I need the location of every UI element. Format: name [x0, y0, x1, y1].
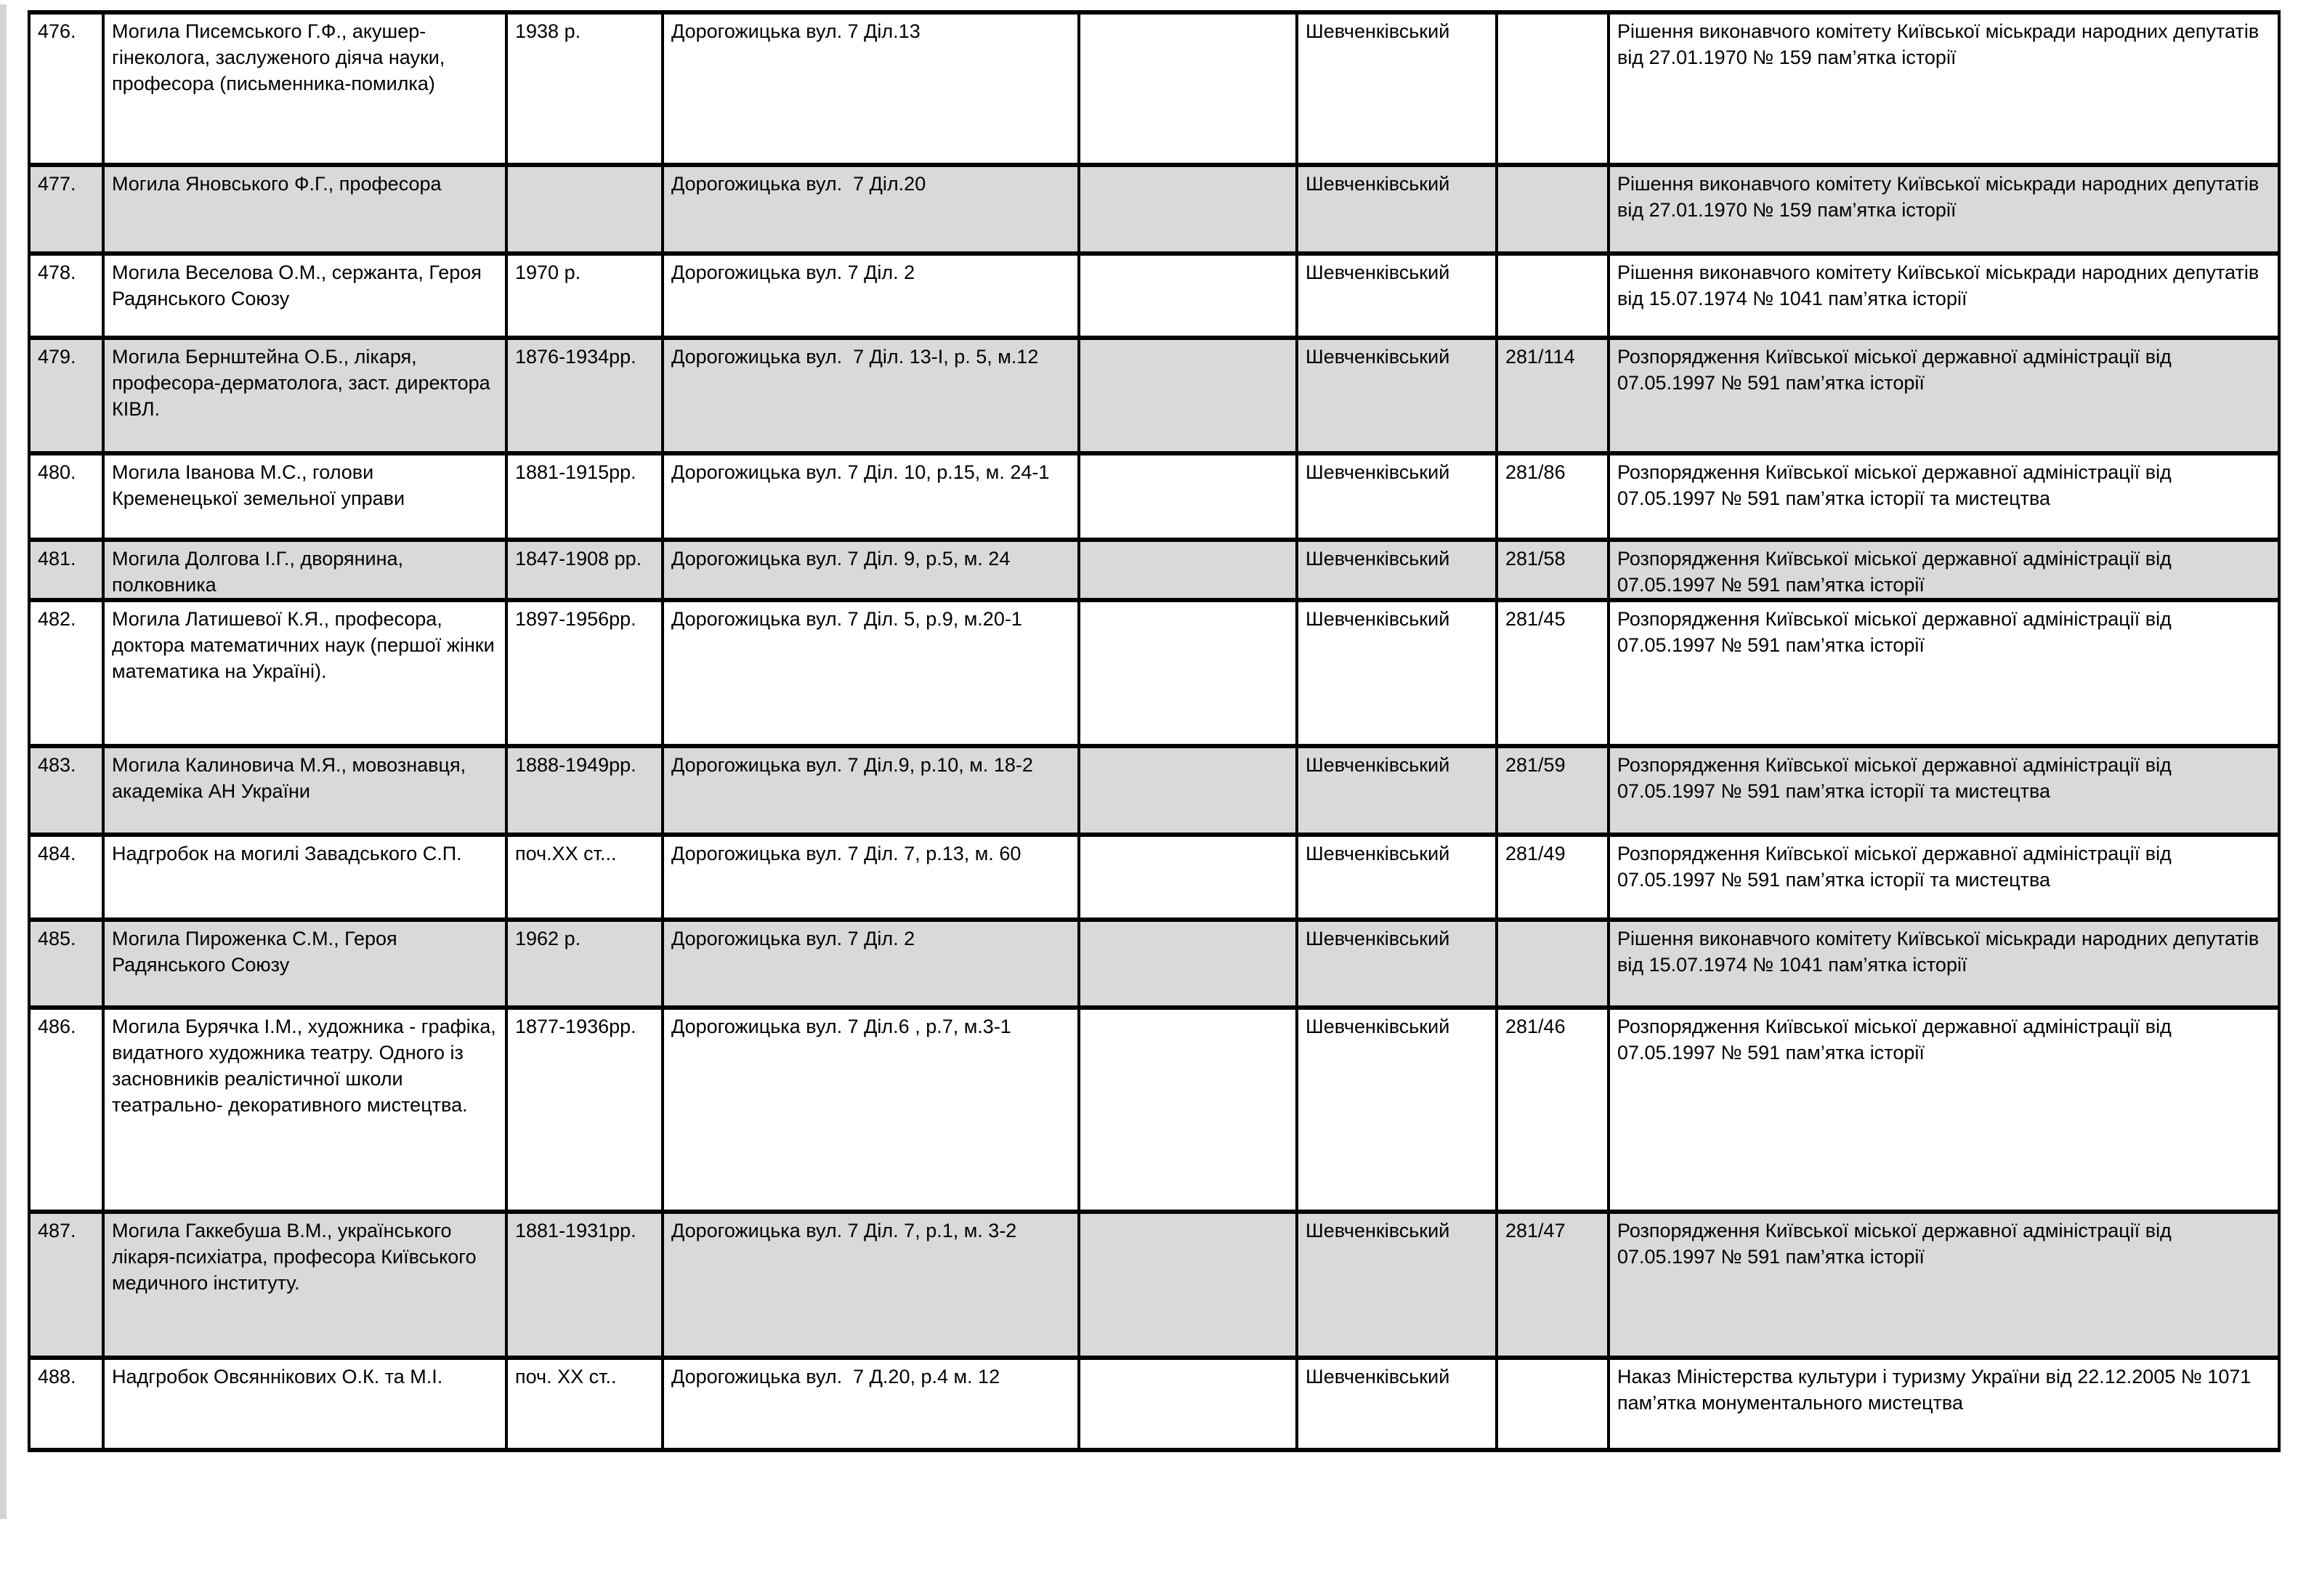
cell-address: Дорогожицька вул. 7 Діл. 2 — [663, 920, 1079, 1008]
cell-decision: Розпорядження Київської міської державної адміністрації від 07.05.1997 № 591 пам’ятка історії — [1609, 1008, 2279, 1212]
cell-extra — [1079, 600, 1297, 746]
cell-district: Шевченківський — [1297, 338, 1497, 453]
cell-protection-number: 281/86 — [1497, 453, 1609, 540]
cell-number: 485. — [29, 920, 103, 1008]
cell-decision: Розпорядження Київської міської державної адміністрації від 07.05.1997 № 591 пам’ятка історії та мистецтва — [1609, 453, 2279, 540]
cell-address: Дорогожицька вул. 7 Діл.6 , р.7, м.3-1 — [663, 1008, 1079, 1212]
cell-protection-number — [1497, 165, 1609, 254]
cell-description: Могила Долгова І.Г., дворянина, полковника — [103, 540, 506, 600]
cell-decision: Розпорядження Київської міської державної адміністрації від 07.05.1997 № 591 пам’ятка історії — [1609, 600, 2279, 746]
cell-decision: Розпорядження Київської міської державної адміністрації від 07.05.1997 № 591 пам’ятка історії та мистецтва — [1609, 746, 2279, 835]
cell-date: поч. ХХ ст.. — [506, 1358, 663, 1450]
cell-number: 476. — [29, 12, 103, 165]
cell-address: Дорогожицька вул. 7 Діл.9, р.10, м. 18-2 — [663, 746, 1079, 835]
cell-description: Могила Бернштейна О.Б., лікаря, професора-дерматолога, заст. директора КІВЛ. — [103, 338, 506, 453]
cell-address: Дорогожицька вул. 7 Діл. 10, р.15, м. 24-1 — [663, 453, 1079, 540]
cell-decision: Наказ Міністерства культури і туризму України від 22.12.2005 № 1071 пам’ятка монументального мистецтва — [1609, 1358, 2279, 1450]
cell-description: Могила Бурячка І.М., художника - графіка, видатного художника театру. Одного із засновників реалістичної школи театрально- декоративного мистецтва. — [103, 1008, 506, 1212]
cell-district: Шевченківський — [1297, 920, 1497, 1008]
cell-district: Шевченківський — [1297, 1008, 1497, 1212]
cell-protection-number: 281/58 — [1497, 540, 1609, 600]
table-row — [29, 746, 2279, 835]
cell-extra — [1079, 453, 1297, 540]
cell-district: Шевченківський — [1297, 12, 1497, 165]
table-row — [29, 12, 2279, 165]
cell-district: Шевченківський — [1297, 540, 1497, 600]
table-row — [29, 453, 2279, 540]
cell-date: 1876-1934рр. — [506, 338, 663, 453]
cell-district: Шевченківський — [1297, 453, 1497, 540]
cell-number: 481. — [29, 540, 103, 600]
cell-number: 483. — [29, 746, 103, 835]
cell-number: 477. — [29, 165, 103, 254]
cell-protection-number: 281/45 — [1497, 600, 1609, 746]
cell-extra — [1079, 338, 1297, 453]
cell-protection-number — [1497, 12, 1609, 165]
cell-decision: Розпорядження Київської міської державної адміністрації від 07.05.1997 № 591 пам’ятка історії — [1609, 338, 2279, 453]
table-row — [29, 165, 2279, 254]
cell-number: 482. — [29, 600, 103, 746]
cell-protection-number: 281/59 — [1497, 746, 1609, 835]
cell-decision: Рішення виконавчого комітету Київської міськради народних депутатів від 27.01.1970 № 159 пам’ятка історії — [1609, 165, 2279, 254]
cell-district: Шевченківський — [1297, 1212, 1497, 1358]
cell-district: Шевченківський — [1297, 835, 1497, 920]
cell-address: Дорогожицька вул. 7 Діл. 2 — [663, 254, 1079, 338]
table-row — [29, 1008, 2279, 1212]
cell-description: Надгробок Овсяннікових О.К. та М.І. — [103, 1358, 506, 1450]
cell-district: Шевченківський — [1297, 254, 1497, 338]
table-row — [29, 254, 2279, 338]
table-body — [29, 12, 2279, 1450]
cell-address: Дорогожицька вул. 7 Діл. 9, р.5, м. 24 — [663, 540, 1079, 600]
cell-extra — [1079, 1358, 1297, 1450]
cell-number: 480. — [29, 453, 103, 540]
cell-protection-number: 281/46 — [1497, 1008, 1609, 1212]
cell-extra — [1079, 920, 1297, 1008]
cell-number: 487. — [29, 1212, 103, 1358]
cell-description: Могила Іванова М.С., голови Кременецької земельної управи — [103, 453, 506, 540]
cell-date: 1877-1936рр. — [506, 1008, 663, 1212]
cell-decision: Розпорядження Київської міської державної адміністрації від 07.05.1997 № 591 пам’ятка історії — [1609, 1212, 2279, 1358]
table-row — [29, 338, 2279, 453]
cell-number: 486. — [29, 1008, 103, 1212]
cell-date: 1962 р. — [506, 920, 663, 1008]
cell-extra — [1079, 254, 1297, 338]
cell-number: 479. — [29, 338, 103, 453]
cell-protection-number — [1497, 1358, 1609, 1450]
cell-protection-number — [1497, 920, 1609, 1008]
cell-decision: Рішення виконавчого комітету Київської міськради народних депутатів від 15.07.1974 № 1041 пам’ятка історії — [1609, 920, 2279, 1008]
cell-district: Шевченківський — [1297, 600, 1497, 746]
cell-decision: Рішення виконавчого комітету Київської міськради народних депутатів від 27.01.1970 № 159 пам’ятка історії — [1609, 12, 2279, 165]
cell-extra — [1079, 1212, 1297, 1358]
monuments-registry-table — [28, 10, 2281, 1452]
table-row — [29, 540, 2279, 600]
cell-protection-number: 281/114 — [1497, 338, 1609, 453]
cell-date: 1881-1915рр. — [506, 453, 663, 540]
cell-district: Шевченківський — [1297, 746, 1497, 835]
cell-address: Дорогожицька вул. 7 Діл. 7, р.13, м. 60 — [663, 835, 1079, 920]
cell-district: Шевченківський — [1297, 165, 1497, 254]
cell-date: поч.ХХ ст... — [506, 835, 663, 920]
cell-extra — [1079, 835, 1297, 920]
cell-description: Могила Писемського Г.Ф., акушер-гінеколога, заслуженого діяча науки, професора (письменника-помилка) — [103, 12, 506, 165]
cell-extra — [1079, 12, 1297, 165]
cell-description: Могила Калиновича М.Я., мовознавця, академіка АН України — [103, 746, 506, 835]
cell-number: 478. — [29, 254, 103, 338]
cell-address: Дорогожицька вул. 7 Діл.20 — [663, 165, 1079, 254]
cell-address: Дорогожицька вул. 7 Діл. 13-І, р. 5, м.12 — [663, 338, 1079, 453]
cell-address: Дорогожицька вул. 7 Діл.13 — [663, 12, 1079, 165]
cell-decision: Розпорядження Київської міської державної адміністрації від 07.05.1997 № 591 пам’ятка історії та мистецтва — [1609, 835, 2279, 920]
cell-date — [506, 165, 663, 254]
cell-date: 1897-1956рр. — [506, 600, 663, 746]
table-row — [29, 1358, 2279, 1450]
cell-date: 1970 р. — [506, 254, 663, 338]
table-row — [29, 835, 2279, 920]
scan-edge-artifact — [0, 4, 7, 1519]
table-row — [29, 920, 2279, 1008]
cell-description: Могила Латишевої К.Я., професора, доктора математичних наук (першої жінки математика на Україні). — [103, 600, 506, 746]
cell-description: Могила Веселова О.М., сержанта, Героя Радянського Союзу — [103, 254, 506, 338]
cell-date: 1881-1931рр. — [506, 1212, 663, 1358]
cell-district: Шевченківський — [1297, 1358, 1497, 1450]
cell-description: Могила Гаккебуша В.М., українського лікаря-психіатра, професора Київського медичного інституту. — [103, 1212, 506, 1358]
cell-date: 1847-1908 рр. — [506, 540, 663, 600]
cell-address: Дорогожицька вул. 7 Діл. 7, р.1, м. 3-2 — [663, 1212, 1079, 1358]
cell-number: 484. — [29, 835, 103, 920]
cell-date: 1888-1949рр. — [506, 746, 663, 835]
cell-date: 1938 р. — [506, 12, 663, 165]
cell-description: Надгробок на могилі Завадського С.П. — [103, 835, 506, 920]
cell-protection-number: 281/49 — [1497, 835, 1609, 920]
cell-protection-number — [1497, 254, 1609, 338]
cell-extra — [1079, 540, 1297, 600]
cell-description: Могила Яновського Ф.Г., професора — [103, 165, 506, 254]
cell-protection-number: 281/47 — [1497, 1212, 1609, 1358]
cell-decision: Рішення виконавчого комітету Київської міськради народних депутатів від 15.07.1974 № 1041 пам’ятка історії — [1609, 254, 2279, 338]
cell-address: Дорогожицька вул. 7 Д.20, р.4 м. 12 — [663, 1358, 1079, 1450]
cell-extra — [1079, 165, 1297, 254]
table-row — [29, 1212, 2279, 1358]
cell-number: 488. — [29, 1358, 103, 1450]
cell-description: Могила Пироженка С.М., Героя Радянського Союзу — [103, 920, 506, 1008]
table-row — [29, 600, 2279, 746]
cell-extra — [1079, 1008, 1297, 1212]
cell-address: Дорогожицька вул. 7 Діл. 5, р.9, м.20-1 — [663, 600, 1079, 746]
cell-extra — [1079, 746, 1297, 835]
cell-decision: Розпорядження Київської міської державної адміністрації від 07.05.1997 № 591 пам’ятка історії — [1609, 540, 2279, 600]
